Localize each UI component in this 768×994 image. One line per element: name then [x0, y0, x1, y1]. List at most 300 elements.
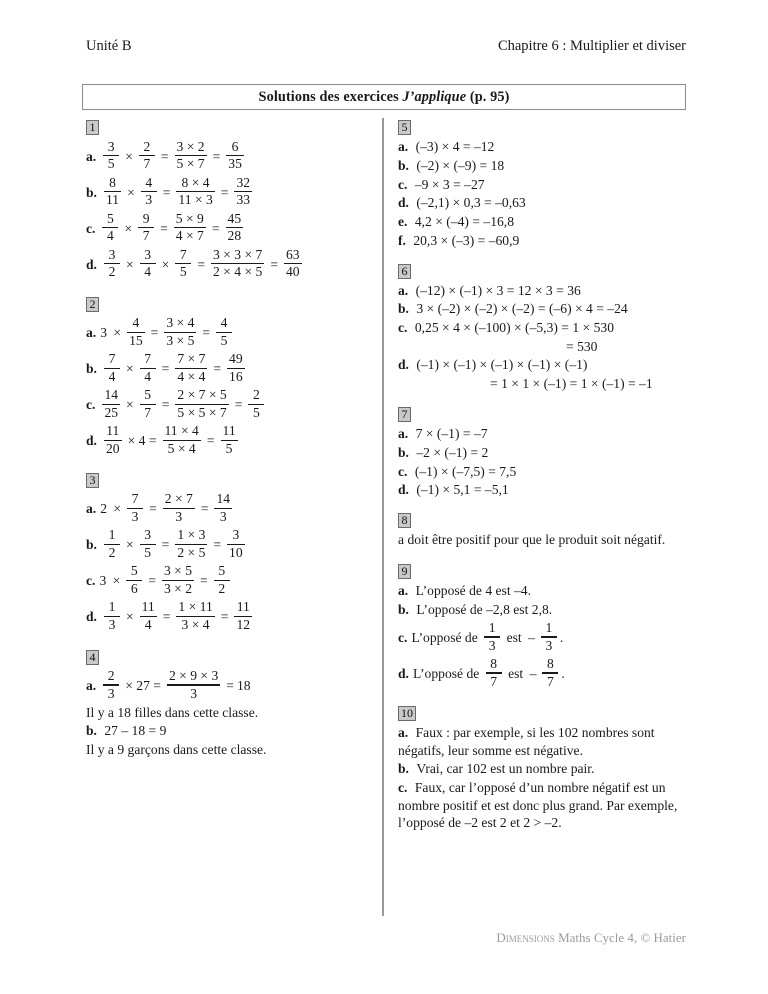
exercise-number-badge: 5	[398, 120, 411, 135]
operator: =	[226, 677, 234, 693]
operator: =	[202, 324, 211, 340]
fraction-numerator: 5	[144, 387, 152, 403]
fraction-denominator: 5 × 4	[167, 440, 196, 456]
fraction	[175, 528, 207, 560]
answer-line	[398, 779, 688, 832]
footer-brand: Dimensions	[496, 930, 555, 945]
fraction-denominator: 4	[108, 368, 116, 384]
exercise-number-badge: 10	[398, 706, 416, 721]
variable-name: a	[398, 532, 405, 548]
answer-label: d.	[398, 482, 413, 498]
fraction	[164, 316, 196, 348]
fraction-numerator: 1 × 11	[178, 599, 213, 615]
fraction	[102, 212, 118, 244]
fraction-denominator: 7	[490, 673, 498, 689]
term: .	[561, 665, 565, 681]
answer-line	[398, 601, 688, 619]
answer-text: (–1) × (–1) × (–1) × (–1) × (–1)	[416, 357, 588, 373]
fraction	[104, 600, 120, 632]
fraction-denominator: 2 × 4 × 5	[212, 264, 263, 280]
fraction	[104, 424, 122, 456]
answer-label: b.	[86, 723, 101, 739]
operator: ×	[125, 256, 134, 272]
expression	[413, 657, 565, 689]
fraction-denominator: 5	[144, 545, 152, 561]
fraction-denominator: 2 × 5	[177, 545, 206, 561]
operator: ×	[112, 573, 121, 589]
exercise-number-badge: 7	[398, 407, 411, 422]
answer-line	[86, 423, 374, 459]
answer-label: a.	[398, 426, 412, 442]
exercise-number-badge: 3	[86, 473, 99, 488]
solutions-title-box	[82, 84, 686, 110]
answer-line	[398, 760, 688, 778]
fraction	[484, 621, 500, 653]
answer-text: L’opposé de –2,8 est 2,8.	[416, 601, 553, 617]
fraction-denominator: 3 × 4	[181, 617, 210, 633]
fraction	[211, 248, 264, 280]
fraction-denominator: 10	[229, 545, 243, 561]
exercise-number-row	[86, 649, 374, 664]
fraction-denominator: 3	[175, 509, 183, 525]
term: 18	[236, 677, 251, 693]
expression	[101, 425, 241, 457]
operator: =	[161, 360, 170, 376]
expression	[101, 601, 255, 633]
answer-line	[86, 210, 374, 246]
answer-line	[398, 655, 688, 691]
answer-line	[398, 338, 688, 356]
fraction-denominator: 5	[179, 264, 187, 280]
exercise-block	[86, 473, 374, 635]
answer-line	[398, 724, 688, 759]
answer-text: (–3) × 4 = –12	[415, 139, 495, 155]
answer-line	[398, 463, 688, 481]
answer-line	[398, 356, 688, 374]
operator: =	[211, 220, 220, 236]
answer-text: (–12) × (–1) × 3 = 12 × 3 = 36	[415, 282, 581, 298]
fraction-denominator: 40	[285, 264, 300, 280]
expression	[101, 353, 248, 385]
fraction-numerator: 4	[145, 174, 153, 190]
fraction-numerator: 11	[222, 423, 236, 439]
fraction-denominator: 5 × 7	[176, 156, 205, 172]
operator: =	[270, 256, 278, 272]
fraction-numerator: 14	[104, 387, 119, 403]
title-prefix: Solutions des exercices	[258, 88, 403, 105]
fraction-denominator: 3	[145, 192, 153, 208]
fraction	[163, 492, 195, 524]
fraction-numerator: 8	[490, 655, 498, 671]
fraction	[221, 424, 238, 456]
fraction-denominator: 33	[236, 192, 251, 208]
fraction-denominator: 25	[104, 404, 119, 420]
operator: × 4 =	[127, 432, 157, 448]
operator: =	[200, 501, 209, 517]
fraction	[162, 564, 194, 596]
term: est	[503, 629, 526, 645]
answer-text: 4,2 × (–4) = –16,8	[414, 214, 514, 230]
answer-line	[86, 722, 374, 740]
fraction-numerator: 7	[179, 246, 187, 262]
fraction	[138, 212, 154, 244]
answer-label: a.	[398, 583, 412, 599]
answer-line	[398, 157, 688, 175]
fraction-denominator: 6	[130, 581, 138, 597]
expression	[100, 493, 235, 525]
fraction-denominator: 3	[131, 509, 139, 525]
fraction-numerator: 9	[142, 210, 150, 226]
fraction	[226, 212, 244, 244]
fraction-numerator: 3	[108, 246, 116, 262]
fraction-numerator: 8 × 4	[181, 174, 210, 190]
operator: =	[206, 432, 215, 448]
fraction-denominator: 5	[107, 156, 115, 172]
answer-label: c.	[398, 320, 411, 336]
fraction-denominator: 3 × 5	[166, 332, 195, 348]
page-footer	[0, 930, 768, 946]
expression	[99, 565, 232, 597]
expression	[100, 669, 250, 701]
operator: ×	[125, 609, 134, 625]
answer-line	[86, 668, 374, 704]
answer-label: b.	[398, 158, 413, 174]
exercise-paragraph: a doit être positif pour que le produit soit négatif.	[398, 532, 666, 548]
exercise-number-badge: 9	[398, 564, 411, 579]
fraction-denominator: 4	[144, 368, 152, 384]
operator: =	[149, 501, 157, 517]
answer-line	[398, 176, 688, 194]
operator: ×	[124, 220, 133, 236]
answer-text: 27 – 18 = 9	[104, 723, 167, 739]
term: 3	[100, 324, 111, 340]
fraction-denominator: 3	[545, 637, 553, 653]
fraction-denominator: 5	[252, 404, 260, 420]
answer-line	[398, 194, 688, 212]
fraction	[167, 669, 220, 701]
answer-label: c.	[398, 779, 411, 795]
exercise-number-badge: 1	[86, 120, 99, 135]
fraction	[127, 492, 143, 524]
answer-text: Il y a 9 garçons dans cette classe.	[86, 741, 267, 757]
answer-line	[86, 491, 374, 527]
answer-text: 0,25 × 4 × (–100) × (–5,3) = 1 × 530	[414, 320, 615, 336]
fraction	[214, 492, 232, 524]
answer-line	[398, 582, 688, 600]
answer-line	[86, 246, 374, 282]
operator: =	[212, 148, 221, 164]
fraction-denominator: 7	[144, 404, 152, 420]
fraction	[176, 600, 214, 632]
fraction	[175, 248, 191, 280]
answer-label: d.	[398, 357, 413, 373]
exercise-block	[398, 705, 688, 831]
fraction-numerator: 4	[220, 315, 228, 331]
answer-line	[86, 599, 374, 635]
answer-line	[86, 138, 374, 174]
fraction-denominator: 12	[236, 617, 251, 633]
fraction-denominator: 3	[219, 509, 227, 525]
exercise-block	[398, 263, 688, 392]
fraction-denominator: 28	[227, 228, 242, 244]
operator: =	[200, 573, 208, 589]
exercise-block	[398, 407, 688, 499]
operator: =	[150, 324, 159, 340]
answer-line	[398, 138, 688, 156]
exercise-number-row	[86, 296, 374, 311]
fraction	[140, 352, 156, 384]
fraction	[103, 140, 119, 172]
exercise-number-row	[398, 564, 688, 579]
fraction-numerator: 4	[132, 315, 140, 331]
answer-line	[86, 387, 374, 423]
answer-line	[86, 704, 374, 722]
answer-label: b.	[86, 184, 97, 200]
answer-label: d.	[86, 609, 97, 625]
fraction	[104, 248, 120, 280]
answer-label: d.	[86, 432, 97, 448]
fraction	[103, 669, 119, 701]
fraction-numerator: 14	[216, 491, 231, 507]
answer-text: 20,3 × (–3) = –60,9	[413, 232, 520, 248]
answer-label: c.	[86, 220, 96, 236]
fraction-numerator: 1	[108, 599, 116, 615]
operator: ×	[125, 148, 133, 164]
exercise-number-row	[398, 263, 688, 278]
fraction-denominator: 20	[105, 440, 120, 456]
fraction-numerator: 1 × 3	[177, 527, 206, 543]
term: 2	[100, 501, 111, 517]
exercise-number-row	[398, 705, 688, 720]
operator: ×	[125, 360, 134, 376]
operator: =	[162, 184, 171, 200]
operator: ×	[161, 256, 170, 272]
expression	[99, 389, 267, 421]
answer-text: 3 × (–2) × (–2) × (–2) = (–6) × 4 = –24	[416, 301, 628, 317]
fraction-denominator: 3	[107, 685, 115, 701]
answer-label: a.	[398, 282, 412, 298]
fraction	[174, 212, 206, 244]
fraction-numerator: 1	[108, 527, 116, 543]
answer-text: = 1 × 1 × (–1) = 1 × (–1) = –1	[490, 376, 653, 392]
exercise-number-badge: 8	[398, 513, 411, 528]
fraction-denominator: 2	[108, 264, 116, 280]
answer-line	[86, 527, 374, 563]
term: est	[504, 665, 527, 681]
exercise-block	[398, 120, 688, 249]
answer-label: a.	[86, 148, 97, 164]
exercise-number-row	[86, 473, 374, 488]
expression	[100, 317, 235, 349]
answer-label: a.	[398, 139, 412, 155]
fraction-numerator: 5	[130, 563, 138, 579]
answer-text: Faux : par exemple, si les 102 nombres sont négatifs, leur somme est négative.	[398, 724, 655, 758]
answer-label: d.	[398, 195, 413, 211]
fraction	[140, 248, 156, 280]
fraction-numerator: 2 × 7	[164, 491, 193, 507]
exercise-number-row	[398, 120, 688, 135]
fraction-numerator: 8	[547, 655, 554, 671]
fraction	[226, 140, 244, 172]
fraction-denominator: 11 × 3	[178, 192, 213, 208]
fraction	[214, 564, 230, 596]
answer-line	[398, 282, 688, 300]
fraction-numerator: 45	[227, 210, 242, 226]
expression	[101, 529, 248, 561]
answer-label: a.	[86, 501, 97, 517]
answer-label: b.	[398, 301, 413, 317]
fraction-denominator: 7	[547, 673, 554, 689]
answer-label: a.	[86, 677, 97, 693]
fraction-numerator: 49	[229, 351, 243, 367]
fraction	[140, 600, 157, 632]
answer-line	[398, 232, 688, 250]
exercise-number-row	[86, 120, 374, 135]
answer-label: c.	[398, 463, 411, 479]
fraction-denominator: 7	[142, 228, 150, 244]
answer-line	[398, 425, 688, 443]
exercise-block	[86, 649, 374, 758]
page-header	[86, 38, 686, 55]
answer-label: d.	[86, 256, 97, 272]
fraction-numerator: 3 × 3 × 7	[212, 246, 263, 262]
fraction-numerator: 2 × 9 × 3	[168, 667, 219, 683]
fraction-numerator: 63	[285, 246, 300, 262]
answer-text: Il y a 18 filles dans cette classe.	[86, 704, 259, 720]
answer-text: = 530	[566, 338, 598, 354]
fraction-denominator: 4 × 4	[177, 368, 206, 384]
page-title	[259, 89, 510, 106]
fraction-denominator: 35	[228, 156, 242, 172]
fraction-numerator: 11	[106, 423, 120, 439]
fraction-numerator: 3	[107, 138, 115, 154]
expression	[411, 621, 563, 653]
fraction	[541, 621, 557, 653]
header-chapter: Chapitre 6 : Multiplier et diviser	[497, 38, 686, 54]
operator: × 27 =	[125, 677, 161, 693]
answer-text: (–2,1) × 0,3 = –0,63	[416, 195, 526, 211]
operator: =	[234, 396, 243, 412]
fraction	[175, 140, 207, 172]
answer-text: 7 × (–1) = –7	[415, 426, 488, 442]
fraction-numerator: 1	[488, 619, 496, 635]
fraction	[248, 388, 264, 420]
fraction	[542, 657, 558, 689]
operator: ×	[113, 501, 122, 517]
fraction	[234, 600, 252, 632]
exercise-number-badge: 2	[86, 297, 99, 312]
answer-label: c.	[398, 629, 408, 645]
exercise-block	[86, 120, 374, 282]
operator: =	[220, 609, 229, 625]
fraction	[102, 388, 120, 420]
fraction-numerator: 3	[144, 527, 152, 543]
answer-label: b.	[398, 444, 413, 460]
answer-label: b.	[86, 360, 97, 376]
answer-text: L’opposé de 4 est –4.	[415, 583, 532, 599]
title-italic: J’applique	[402, 88, 467, 105]
exercise-block	[398, 564, 688, 692]
operator: =	[160, 220, 168, 236]
right-column	[398, 120, 688, 833]
operator: =	[148, 573, 156, 589]
operator: ×	[113, 324, 122, 340]
operator: –	[529, 665, 537, 681]
exercise-number-badge: 4	[86, 650, 99, 665]
fraction-denominator: 4	[107, 228, 114, 244]
operator: –	[528, 629, 535, 645]
title-suffix: (p. 95)	[466, 88, 510, 105]
answer-label: c.	[398, 176, 411, 192]
fraction	[176, 176, 214, 208]
answer-line	[86, 351, 374, 387]
expression	[101, 248, 305, 280]
fraction-numerator: 11	[236, 599, 250, 615]
answer-text: –9 × 3 = –27	[414, 176, 485, 192]
answer-line	[398, 213, 688, 231]
operator: =	[160, 148, 169, 164]
fraction-denominator: 16	[229, 368, 243, 384]
exercise-number-row	[398, 407, 688, 422]
answer-text: (–1) × 5,1 = –5,1	[416, 482, 509, 498]
fraction-denominator: 5	[220, 332, 228, 348]
fraction	[139, 140, 155, 172]
term: .	[559, 629, 564, 645]
fraction	[234, 176, 252, 208]
fraction-numerator: 2	[252, 387, 260, 403]
answer-text: Vrai, car 102 est un nombre pair.	[416, 761, 595, 777]
fraction	[163, 424, 201, 456]
answer-line	[86, 563, 374, 599]
expression	[101, 176, 255, 208]
answer-line	[398, 319, 688, 337]
fraction	[126, 564, 142, 596]
answer-line	[398, 375, 688, 393]
exercise-block	[398, 513, 688, 550]
fraction	[227, 352, 245, 384]
exercise-block	[86, 296, 374, 458]
fraction-numerator: 3 × 2	[176, 138, 205, 154]
answer-text: (–2) × (–9) = 18	[416, 158, 505, 174]
exercise-number-row	[398, 513, 688, 528]
fraction-numerator: 7 × 7	[177, 351, 206, 367]
fraction	[140, 528, 156, 560]
fraction-numerator: 7	[131, 491, 139, 507]
fraction-denominator: 3 × 2	[163, 581, 193, 597]
expression	[100, 140, 247, 172]
left-column	[86, 120, 374, 760]
answer-label: c.	[86, 573, 96, 589]
fraction-denominator: 15	[129, 332, 143, 348]
fraction-numerator: 8	[109, 174, 116, 190]
fraction-numerator: 7	[108, 351, 116, 367]
fraction-denominator: 7	[143, 156, 151, 172]
fraction-numerator: 11 × 4	[164, 423, 199, 439]
operator: =	[220, 184, 229, 200]
answer-line	[398, 444, 688, 462]
answer-label: a.	[398, 724, 412, 740]
exercise-number-badge: 6	[398, 264, 411, 279]
answer-line	[398, 481, 688, 499]
answer-label: b.	[86, 537, 97, 553]
fraction-numerator: 5	[107, 210, 114, 226]
fraction-numerator: 32	[236, 174, 251, 190]
answer-line	[86, 741, 374, 759]
fraction-denominator: 2	[218, 581, 226, 597]
answer-label: c.	[86, 396, 96, 412]
answer-line	[398, 300, 688, 318]
term: L’opposé de	[412, 665, 483, 681]
